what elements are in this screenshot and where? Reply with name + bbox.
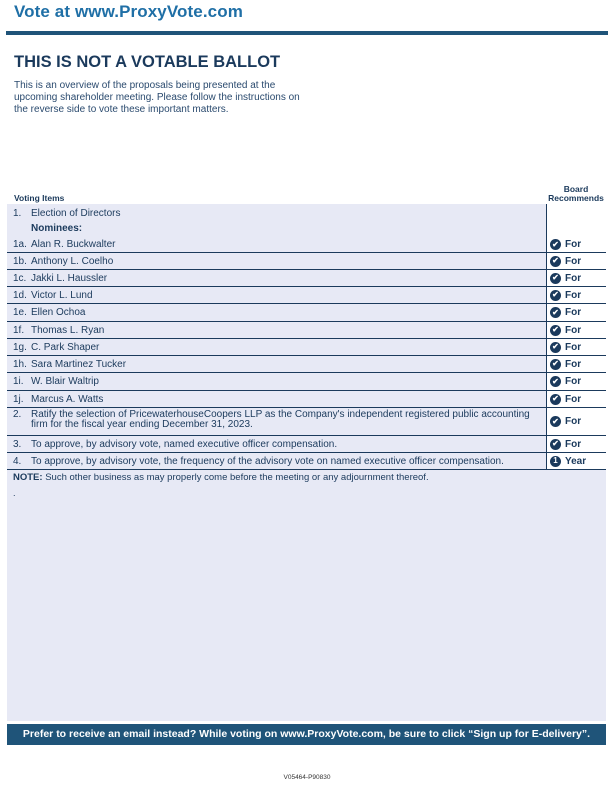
board-recommendation xyxy=(546,322,606,338)
check-circle-icon: ✔ xyxy=(550,342,561,353)
ballot-intro: This is an overview of the proposals being presented at the upcoming shareholder meeting. Please follow the instructions on the reverse side to vote these important matters. xyxy=(14,80,300,115)
board-recommendation xyxy=(546,304,606,321)
table-row-proposal-4 xyxy=(7,453,606,470)
nominee-name: Ellen Ochoa xyxy=(31,307,86,318)
recommendation-label: For xyxy=(565,255,582,267)
document-code: V05464-P90830 xyxy=(283,774,331,781)
recommendation-label: For xyxy=(565,272,582,284)
nominee-number: 1e. xyxy=(13,307,27,318)
nominee-name: Anthony L. Coelho xyxy=(31,255,114,267)
header-title: Vote at www.ProxyVote.com xyxy=(14,2,243,21)
nominee-name: Thomas L. Ryan xyxy=(31,324,105,336)
nominee-cell xyxy=(7,253,546,269)
column-header-voting-items: Voting Items xyxy=(14,193,65,203)
nominee-name: Alan R. Buckwalter xyxy=(31,239,116,250)
board-recommendation xyxy=(546,453,606,469)
check-circle-icon: ✔ xyxy=(550,325,561,336)
nominee-cell xyxy=(7,373,546,390)
election-title xyxy=(13,208,120,219)
check-circle-icon: ✔ xyxy=(550,273,561,284)
recommendation-label: For xyxy=(565,376,582,387)
nominee-number: 1g. xyxy=(13,341,27,353)
recommendation-label: For xyxy=(565,324,582,336)
proposal-number: 4. xyxy=(13,455,22,467)
check-circle-icon: ✔ xyxy=(550,256,561,267)
recommends-label: Recommends xyxy=(548,193,604,203)
table-row xyxy=(7,270,606,287)
nominee-number: 1j. xyxy=(13,393,24,405)
check-circle-icon: ✔ xyxy=(550,394,561,405)
check-circle-icon: ✔ xyxy=(550,439,561,450)
recommendation-label: For xyxy=(565,341,582,353)
check-circle-icon: ✔ xyxy=(550,239,561,250)
table-row xyxy=(7,253,606,270)
table-row xyxy=(7,356,606,373)
table-row xyxy=(7,304,606,322)
nominee-number: 1i. xyxy=(13,376,24,387)
nominees-label: Nominees: xyxy=(31,223,83,234)
check-circle-icon: ✔ xyxy=(550,359,561,370)
nominee-name: C. Park Shaper xyxy=(31,341,100,353)
nominee-cell xyxy=(7,391,546,407)
board-recommendation xyxy=(546,391,606,407)
number-one-circle-icon: 1 xyxy=(550,456,561,467)
table-row xyxy=(7,373,606,391)
table-row-proposal-2 xyxy=(7,408,606,436)
nominee-cell xyxy=(7,304,546,321)
note-label: NOTE: xyxy=(13,472,43,483)
recommendation-label: Year xyxy=(565,455,587,467)
proposal-text: To approve, by advisory vote, named executive officer compensation. xyxy=(31,438,338,450)
nominee-cell xyxy=(7,322,546,338)
nominee-name: Victor L. Lund xyxy=(31,289,93,301)
proposal-text: Ratify the selection of PricewaterhouseCoopers LLP as the Company's independent registered public accounting firm for the fiscal year ending December 31, 2023. xyxy=(31,409,530,430)
table-row xyxy=(7,287,606,304)
proposal-cell xyxy=(7,436,546,452)
nominee-cell xyxy=(7,356,546,372)
table-row-proposal-3 xyxy=(7,436,606,453)
nominee-number: 1b. xyxy=(13,255,27,267)
note xyxy=(13,472,429,483)
proposal-cell xyxy=(7,453,546,469)
ballot-heading: THIS IS NOT A VOTABLE BALLOT xyxy=(14,53,281,71)
header-rule xyxy=(6,31,608,35)
nominee-number: 1f. xyxy=(13,324,25,336)
column-header-board-recommends xyxy=(546,185,606,203)
check-circle-icon: ✔ xyxy=(550,416,561,427)
nominee-number: 1c. xyxy=(13,272,27,284)
board-recommendation xyxy=(546,436,606,452)
recommendation-label: For xyxy=(565,438,582,450)
nominee-number: 1d. xyxy=(13,289,27,301)
note-text: Such other business as may properly come before the meeting or any adjournment thereof. xyxy=(45,472,429,483)
proposal-number: 3. xyxy=(13,438,22,450)
nominee-cell xyxy=(7,287,546,303)
table-row xyxy=(7,322,606,339)
nominee-name: Sara Martinez Tucker xyxy=(31,358,127,370)
board-recommendation xyxy=(546,204,606,252)
election-cell xyxy=(7,204,546,252)
board-recommendation xyxy=(546,408,606,435)
recommendation-label: For xyxy=(565,307,582,318)
board-recommendation xyxy=(546,270,606,286)
board-recommendation xyxy=(546,373,606,390)
recommendation-label: For xyxy=(565,416,582,427)
nominee-number: 1h. xyxy=(13,358,27,370)
proposal-number: 2. xyxy=(13,409,22,420)
nominee-name: Jakki L. Haussler xyxy=(31,272,108,284)
stray-mark: . xyxy=(13,488,16,498)
check-circle-icon: ✔ xyxy=(550,307,561,318)
check-circle-icon: ✔ xyxy=(550,376,561,387)
nominee-cell xyxy=(7,339,546,355)
table-row-election xyxy=(7,204,606,253)
recommendation-label: For xyxy=(565,289,582,301)
board-recommendation xyxy=(546,339,606,355)
nominee-name: Marcus A. Watts xyxy=(31,393,104,405)
nominee-number: 1a. xyxy=(13,239,27,250)
edelivery-banner: Prefer to receive an email instead? While voting on www.ProxyVote.com, be sure to click “Sign up for E-delivery”. xyxy=(7,724,606,745)
board-recommendation xyxy=(546,253,606,269)
board-recommendation xyxy=(546,356,606,372)
recommendation-label: For xyxy=(565,393,582,405)
nominee-cell xyxy=(7,270,546,286)
nominee-row-1a xyxy=(13,239,115,250)
proposal-text: To approve, by advisory vote, the frequency of the advisory vote on named executive officer compensation. xyxy=(31,455,504,467)
check-circle-icon: ✔ xyxy=(550,290,561,301)
board-recommendation xyxy=(546,287,606,303)
nominee-name: W. Blair Waltrip xyxy=(31,376,99,387)
table-row xyxy=(7,391,606,408)
proposal-cell xyxy=(7,408,546,435)
table-row xyxy=(7,339,606,356)
election-label: Election of Directors xyxy=(31,208,121,219)
board-label: Board xyxy=(563,184,589,194)
election-number: 1. xyxy=(13,208,22,219)
recommendation-label: For xyxy=(565,239,582,250)
recommendation-label: For xyxy=(565,358,582,370)
